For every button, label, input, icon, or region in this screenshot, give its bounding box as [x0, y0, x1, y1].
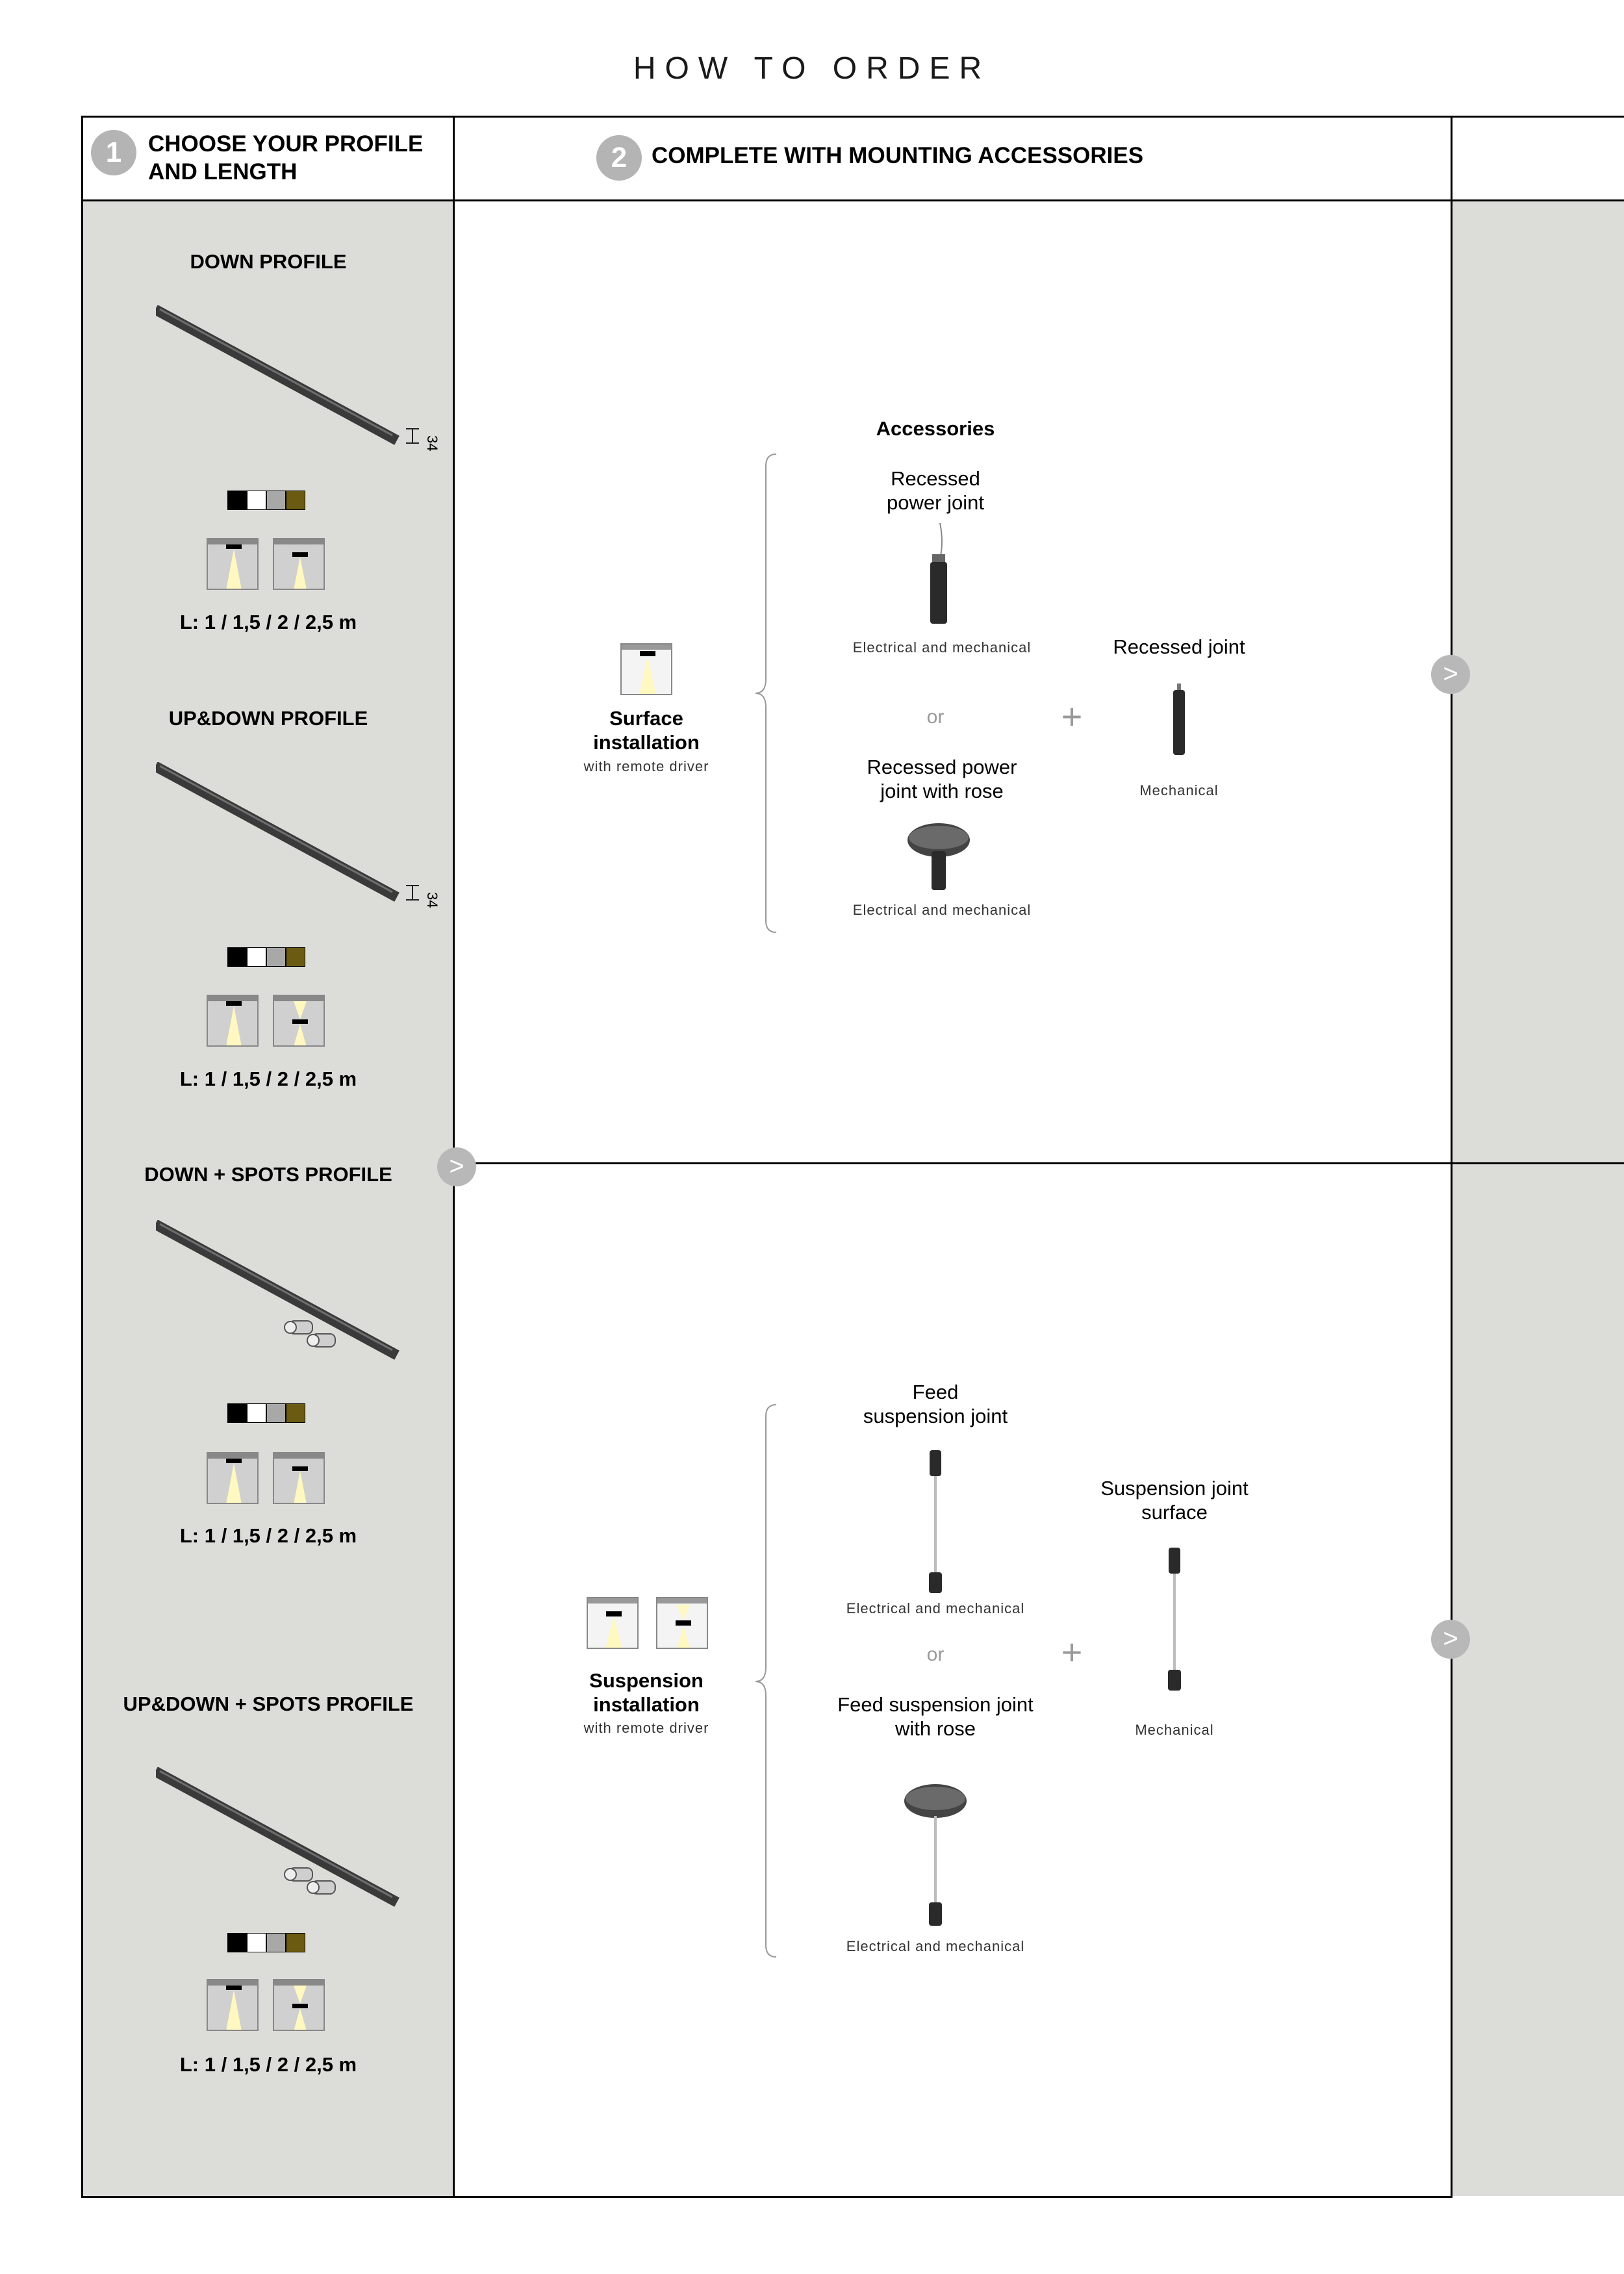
suspension-installation-down-icon: [587, 1597, 639, 1649]
finish-swatch-black: [227, 1933, 247, 1952]
suspension-installation-line-2: installation: [593, 1693, 700, 1716]
suspension-or-separator: or: [926, 1644, 945, 1665]
suspension-joint-surface-line-2: surface: [1141, 1501, 1208, 1524]
suspension-next-arrow-icon[interactable]: >: [1431, 1620, 1470, 1659]
feed-suspension-joint-rose-image: [902, 1780, 973, 1930]
finish-swatch-grey: [266, 491, 286, 510]
step-2-title: COMPLETE WITH MOUNTING ACCESSORIES: [652, 143, 1144, 168]
surface-plus-icon: +: [1061, 696, 1083, 737]
recessed-power-joint-line-2: power joint: [887, 491, 984, 514]
finish-swatch-bronze: [286, 1933, 305, 1952]
recessed-power-joint-rose-type: Electrical and mechanical: [852, 902, 1032, 918]
feed-suspension-joint-line-2: suspension joint: [863, 1405, 1008, 1427]
down-spots-profile-image: [156, 1220, 416, 1370]
suspension-plus-icon: +: [1061, 1631, 1083, 1672]
recessed-joint-label: Recessed joint: [1113, 635, 1245, 658]
suspension-brace-icon: [750, 1402, 783, 1961]
next-arrow-icon[interactable]: >: [437, 1147, 476, 1186]
down-profile-height: 34: [424, 435, 440, 452]
surface-brace-icon: [750, 452, 783, 936]
recessed-power-joint-rose-line-2: joint with rose: [880, 780, 1004, 802]
feed-suspension-joint-rose-line-1: Feed suspension joint: [837, 1693, 1034, 1716]
feed-suspension-joint-rose-line-2: with rose: [894, 1717, 976, 1740]
recessed-power-joint-type: Electrical and mechanical: [852, 639, 1032, 656]
suspension-joint-surface-label: [1045, 1476, 1304, 1524]
feed-suspension-joint-rose-type: Electrical and mechanical: [846, 1938, 1025, 1954]
step-1-title-line-1: CHOOSE YOUR PROFILE: [148, 131, 424, 157]
suspension-installation-sub: with remote driver: [583, 1720, 709, 1736]
finish-swatch-black: [227, 947, 247, 967]
finish-swatch-white: [247, 1933, 266, 1952]
surface-or-separator: or: [926, 706, 945, 728]
up-down-profile-image: [156, 762, 455, 912]
surface-installation-sub: with remote driver: [583, 758, 709, 774]
accessories-title: Accessories: [876, 417, 995, 440]
recessed-joint-image: [1163, 683, 1195, 758]
recessed-power-joint-line-1: Recessed: [891, 467, 980, 490]
table-middle-border: [453, 1162, 1624, 1164]
suspension-installation-line-1: Suspension: [589, 1669, 704, 1692]
finish-swatch-white: [247, 491, 266, 510]
profile-title-down: DOWN PROFILE: [190, 250, 347, 273]
profile-title-down-spots: DOWN + SPOTS PROFILE: [144, 1163, 392, 1186]
recessed-power-joint-label: [806, 466, 1065, 515]
finish-swatch-bronze: [286, 947, 305, 967]
finish-swatch-grey: [266, 947, 286, 967]
suspension-installation-up-down-icon: [656, 1597, 708, 1649]
table-header-border: [81, 199, 1624, 201]
suspension-installation-label: [546, 1668, 747, 1717]
table-top-border: [81, 116, 1624, 118]
down-profile-beam-down-icon: [207, 538, 259, 590]
step-1-badge: 1: [91, 130, 136, 175]
finish-swatch-bronze: [286, 1403, 305, 1423]
finish-swatch-white: [247, 1403, 266, 1423]
surface-installation-line-2: installation: [593, 731, 700, 754]
feed-suspension-joint-line-1: Feed: [912, 1381, 959, 1403]
profile-title-up-down-spots: UP&DOWN + SPOTS PROFILE: [123, 1693, 414, 1715]
feed-suspension-joint-rose-label: [806, 1693, 1065, 1741]
feed-suspension-joint-label: [806, 1380, 1065, 1428]
down-profile-image: [156, 305, 455, 455]
finish-swatch-white: [247, 947, 266, 967]
step-1-title: [148, 130, 423, 186]
surface-installation-line-1: Surface: [609, 707, 683, 730]
recessed-power-joint-rose-line-1: Recessed power: [867, 756, 1017, 778]
down-spots-profile-beam-down-alt-icon: [273, 1452, 325, 1504]
finish-swatch-black: [227, 1403, 247, 1423]
down-profile-length: L: 1 / 1,5 / 2 / 2,5 m: [179, 611, 357, 633]
profile-title-up-down: UP&DOWN PROFILE: [168, 707, 368, 730]
up-down-profile-beam-up-down-icon: [273, 995, 325, 1047]
table-column-divider-2: [1451, 116, 1453, 2198]
down-spots-profile-beam-down-icon: [207, 1452, 259, 1504]
step-1-title-line-2: AND LENGTH: [148, 159, 298, 185]
finish-swatch-grey: [266, 1933, 286, 1952]
feed-suspension-joint-image: [916, 1450, 955, 1596]
down-profile-beam-down-alt-icon: [273, 538, 325, 590]
up-down-spots-profile-beam-down-icon: [207, 1979, 259, 2031]
up-down-spots-profile-length: L: 1 / 1,5 / 2 / 2,5 m: [179, 2053, 357, 2076]
feed-suspension-joint-type: Electrical and mechanical: [846, 1600, 1025, 1616]
page-title: HOW TO ORDER: [633, 51, 991, 86]
suspension-joint-surface-line-1: Suspension joint: [1100, 1477, 1249, 1500]
up-down-spots-profile-beam-up-down-icon: [273, 1979, 325, 2031]
finish-swatch-black: [227, 491, 247, 510]
up-down-profile-length: L: 1 / 1,5 / 2 / 2,5 m: [179, 1067, 357, 1090]
up-down-profile-height: 34: [424, 892, 440, 908]
suspension-joint-surface-image: [1155, 1548, 1194, 1694]
next-step-column-background: [1452, 201, 1624, 2196]
surface-installation-label: [546, 706, 747, 754]
suspension-joint-surface-type: Mechanical: [1135, 1722, 1214, 1738]
recessed-joint-type: Mechanical: [1139, 782, 1219, 798]
finish-swatch-grey: [266, 1403, 286, 1423]
surface-installation-icon: [620, 643, 672, 695]
up-down-spots-profile-image: [156, 1767, 416, 1917]
finish-swatch-bronze: [286, 491, 305, 510]
recessed-power-joint-rose-image: [903, 822, 974, 893]
step-2-badge: 2: [596, 135, 642, 181]
recessed-power-joint-image: [919, 523, 958, 627]
up-down-profile-beam-down-icon: [207, 995, 259, 1047]
table-bottom-border: [81, 2196, 1452, 2198]
table-left-border: [81, 116, 83, 2198]
surface-next-arrow-icon[interactable]: >: [1431, 655, 1470, 694]
recessed-power-joint-rose-label: [812, 755, 1072, 803]
down-spots-profile-length: L: 1 / 1,5 / 2 / 2,5 m: [179, 1524, 357, 1547]
